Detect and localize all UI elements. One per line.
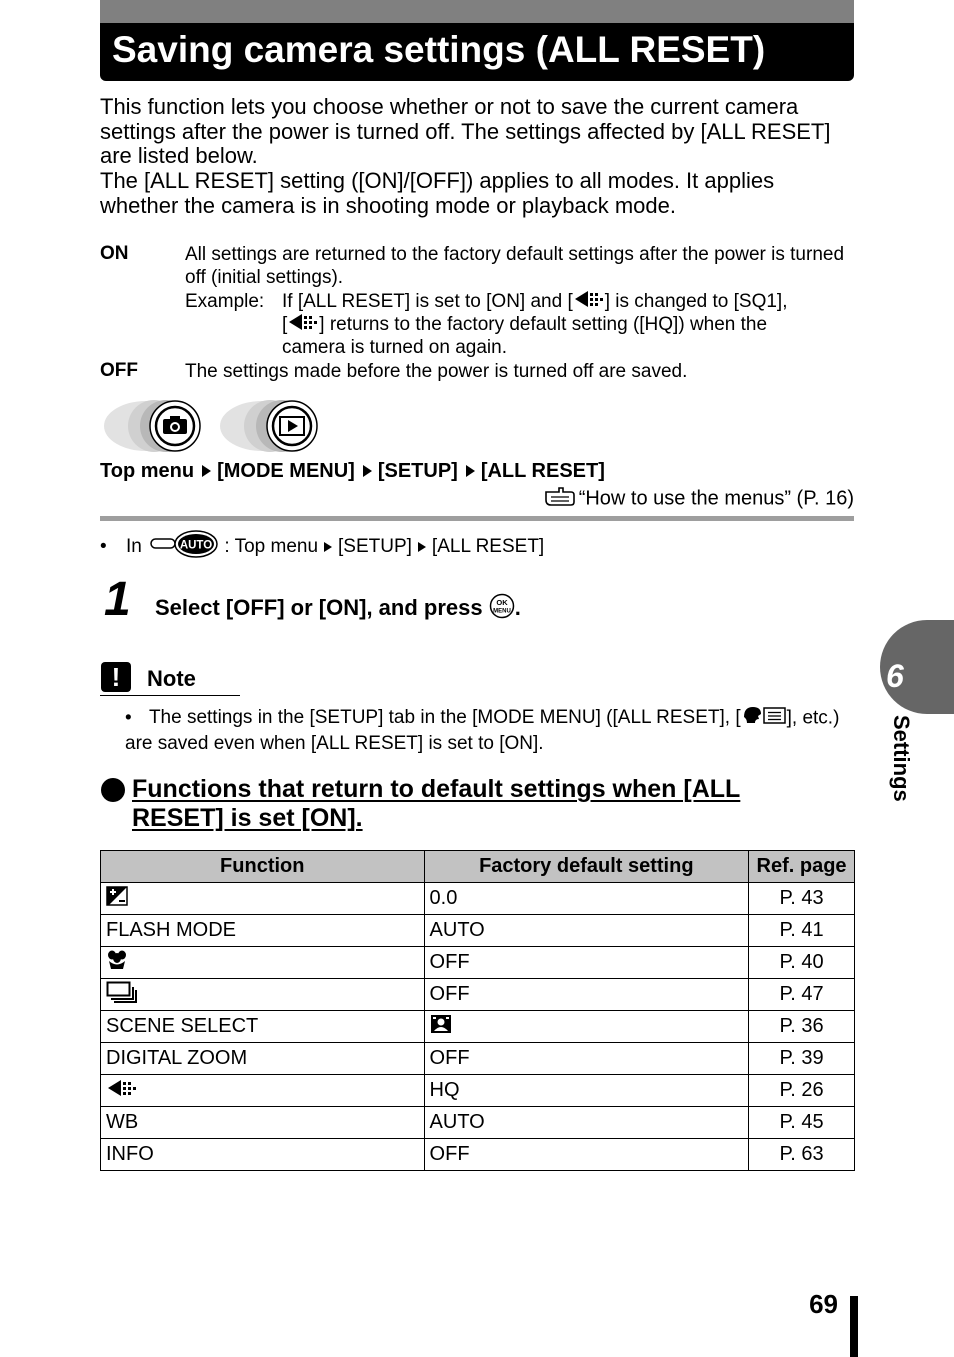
function-cell [101, 947, 425, 979]
menu-path [100, 460, 605, 483]
default-cell: 0.0 [424, 883, 749, 915]
page-title: Saving camera settings (ALL RESET) [112, 29, 766, 70]
section-heading-line-2: RESET] is set [ON]. [132, 804, 363, 832]
ref-cell: P. 63 [749, 1139, 855, 1171]
language-setting-icon [741, 705, 787, 732]
ref-cell: P. 40 [749, 947, 855, 979]
intro [100, 95, 854, 219]
example-label: Example: [185, 291, 265, 312]
table-row [101, 1075, 855, 1107]
table-header-row [101, 851, 855, 883]
example-line-3: camera is turned on again. [282, 337, 507, 358]
note-text-a: The settings in the [SETUP] tab in the [MODE MENU] ([ALL RESET], [ [148, 707, 741, 729]
auto-top-menu: : Top menu [224, 536, 319, 558]
note-exclamation-icon: ! [101, 662, 131, 692]
page-number: 69 [809, 1289, 838, 1319]
off-term: OFF [100, 360, 138, 381]
ref-cell: P. 41 [749, 915, 855, 947]
function-cell: FLASH MODE [101, 915, 425, 947]
title-bar-main [100, 23, 854, 81]
section-heading [132, 775, 740, 833]
playback-mode-icon [220, 400, 317, 452]
default-cell: OFF [424, 947, 749, 979]
ref-cell: P. 36 [749, 1011, 855, 1043]
intro-paragraph-2: The [ALL RESET] setting ([ON]/[OFF]) applies to all modes. It applies whether the camera is in shooting mode or playback mode. [100, 168, 775, 218]
mode-icons [102, 398, 342, 454]
default-cell: OFF [424, 979, 749, 1011]
section-bullet-icon [101, 778, 125, 802]
note-underline [100, 695, 240, 696]
howto-reference [500, 486, 854, 512]
example-line-2 [282, 313, 767, 337]
section-rule [100, 516, 854, 521]
function-cell [101, 883, 425, 915]
column-header-function: Function [101, 851, 425, 883]
ref-cell: P. 39 [749, 1043, 855, 1075]
portrait-scene-icon [430, 1014, 452, 1040]
chapter-label: Settings [889, 715, 914, 802]
example-text-a: If [ALL RESET] is set to [ON] and [ [282, 291, 573, 313]
function-cell: INFO [101, 1139, 425, 1171]
bullet: • [100, 536, 107, 558]
howto-text: “How to use the menus” (P. 16) [578, 487, 854, 510]
note-bullet: • [125, 707, 132, 729]
ref-cell: P. 47 [749, 979, 855, 1011]
svg-text:AUTO: AUTO [179, 539, 213, 552]
step-text-end: . [514, 594, 521, 620]
table-row [101, 883, 855, 915]
menu-path-mode: [MODE MENU] [217, 460, 355, 482]
menu-path-setup: [SETUP] [377, 460, 458, 482]
example-text-c: [ [282, 314, 288, 336]
default-cell: HQ [424, 1075, 749, 1107]
sequential-shooting-icon [106, 981, 138, 1009]
section-heading-line-1: Functions that return to default settings when [ALL [132, 775, 741, 803]
table-row [101, 1011, 855, 1043]
column-header-ref: Ref. page [749, 851, 855, 883]
ok-menu-button-icon [489, 593, 515, 625]
auto-mode-icon [147, 529, 219, 565]
table-row [101, 1043, 855, 1075]
auto-mode-line [100, 529, 544, 565]
reference-hand-icon [545, 486, 579, 512]
default-cell [424, 1011, 749, 1043]
default-cell: OFF [424, 1139, 749, 1171]
table-row [101, 947, 855, 979]
title-bar-top [100, 0, 854, 23]
arrow-right-icon [466, 465, 475, 477]
image-quality-icon [573, 290, 605, 314]
ref-cell: P. 26 [749, 1075, 855, 1107]
svg-text:MENU: MENU [492, 608, 511, 615]
auto-in-text: In [125, 536, 142, 558]
shooting-mode-icon [104, 400, 200, 452]
menu-path-all-reset: [ALL RESET] [480, 460, 605, 482]
exposure-compensation-icon [106, 886, 128, 912]
macro-icon [106, 950, 128, 976]
arrow-right-icon [324, 542, 332, 552]
menu-path-top: Top menu [100, 460, 195, 482]
function-cell: DIGITAL ZOOM [101, 1043, 425, 1075]
step-instruction [155, 593, 521, 625]
note-text [125, 705, 855, 755]
step-text: Select [OFF] or [ON], and press [155, 594, 483, 620]
on-term: ON [100, 243, 129, 264]
example-text-b: ] is changed to [SQ1], [604, 291, 788, 313]
auto-all-reset: [ALL RESET] [431, 536, 545, 558]
arrow-right-icon [202, 465, 211, 477]
function-cell [101, 979, 425, 1011]
table-row [101, 1139, 855, 1171]
default-cell: AUTO [424, 915, 749, 947]
svg-text:OK: OK [496, 598, 508, 607]
chapter-number: 6 [886, 658, 904, 694]
arrow-right-icon [418, 542, 426, 552]
default-cell: AUTO [424, 1107, 749, 1139]
note-text-b: ], etc.) are saved even when [ALL RESET] is set to [ON]. [125, 707, 840, 754]
ref-cell: P. 43 [749, 883, 855, 915]
arrow-right-icon [363, 465, 372, 477]
function-cell [101, 1075, 425, 1107]
note-label: Note [147, 666, 196, 691]
intro-paragraph-1: This function lets you choose whether or not to save the current camera settings after the power is turned off. The settings affected by [ALL RESET] are listed below. [100, 94, 831, 169]
off-description: The settings made before the power is turned off are saved. [185, 361, 688, 382]
function-cell: WB [101, 1107, 425, 1139]
table-row [101, 915, 855, 947]
column-header-default: Factory default setting [424, 851, 749, 883]
default-settings-table [100, 850, 855, 1171]
title-bar [100, 0, 854, 81]
auto-setup: [SETUP] [338, 536, 412, 558]
table-row [101, 1107, 855, 1139]
example-line-1 [282, 290, 787, 314]
image-quality-icon [287, 313, 319, 337]
on-description: All settings are returned to the factory default settings after the power is turned off (initial settings). [185, 244, 845, 289]
page-edge-bar [850, 1296, 858, 1357]
ref-cell: P. 45 [749, 1107, 855, 1139]
step-number: 1 [104, 573, 131, 626]
default-cell: OFF [424, 1043, 749, 1075]
table-row [101, 979, 855, 1011]
function-cell: SCENE SELECT [101, 1011, 425, 1043]
example-text-d: ] returns to the factory default setting ([HQ]) when the [319, 314, 768, 336]
image-quality-icon [106, 1079, 138, 1103]
